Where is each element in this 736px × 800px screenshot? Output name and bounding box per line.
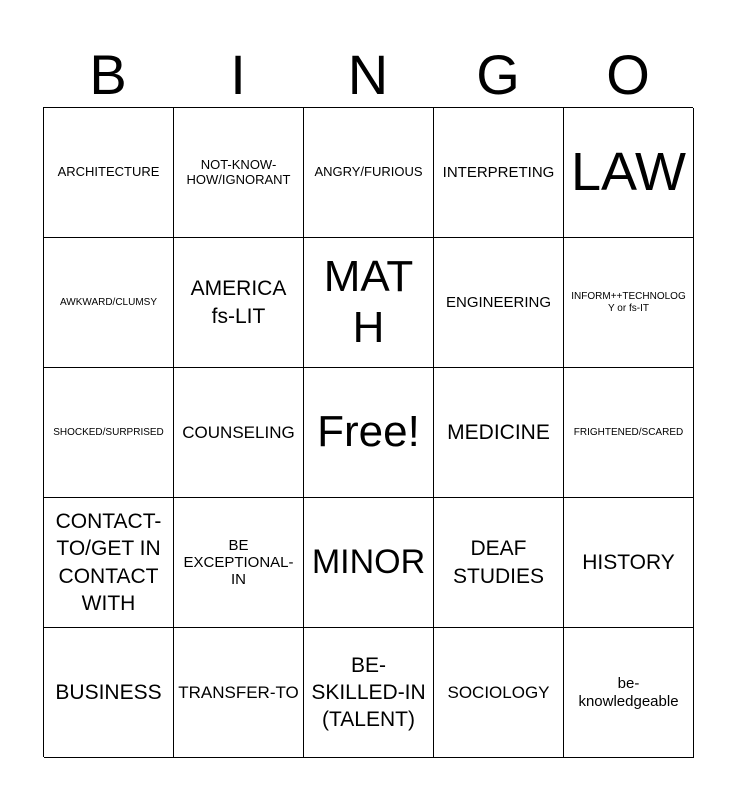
bingo-cell: FRIGHTENED/SCARED [564,368,694,498]
header-letter-b: B [89,43,127,106]
bingo-cell: DEAF STUDIES [434,498,564,628]
bingo-cell: MATH [304,238,434,368]
bingo-cell: COUNSELING [174,368,304,498]
bingo-cell: ARCHITECTURE [44,108,174,238]
bingo-cell: BUSINESS [44,628,174,758]
bingo-cell: AWKWARD/CLUMSY [44,238,174,368]
bingo-cell: BE EXCEPTIONAL-IN [174,498,304,628]
bingo-cell: TRANSFER-TO [174,628,304,758]
bingo-cell: HISTORY [564,498,694,628]
bingo-cell: CONTACT-TO/GET IN CONTACT WITH [44,498,174,628]
bingo-cell: ANGRY/FURIOUS [304,108,434,238]
bingo-cell: AMERICA fs-LIT [174,238,304,368]
bingo-header [43,44,693,106]
bingo-cell: INFORM++TECHNOLOGY or fs-IT [564,238,694,368]
header-letter-o: O [606,43,650,106]
bingo-cell: BE-SKILLED-IN (TALENT) [304,628,434,758]
bingo-cell: be-knowledgeable [564,628,694,758]
header-letter-n: N [347,43,389,106]
header-letter-g: G [476,43,520,106]
bingo-cell: MINOR [304,498,434,628]
bingo-cell: SOCIOLOGY [434,628,564,758]
bingo-cell: SHOCKED/SURPRISED [44,368,174,498]
bingo-cell: ENGINEERING [434,238,564,368]
bingo-cell: INTERPRETING [434,108,564,238]
free-space-cell: Free! [304,368,434,498]
bingo-cell: LAW [564,108,694,238]
bingo-cell: MEDICINE [434,368,564,498]
bingo-cell: NOT-KNOW-HOW/IGNORANT [174,108,304,238]
header-letter-i: I [230,43,246,106]
bingo-board [43,107,693,757]
